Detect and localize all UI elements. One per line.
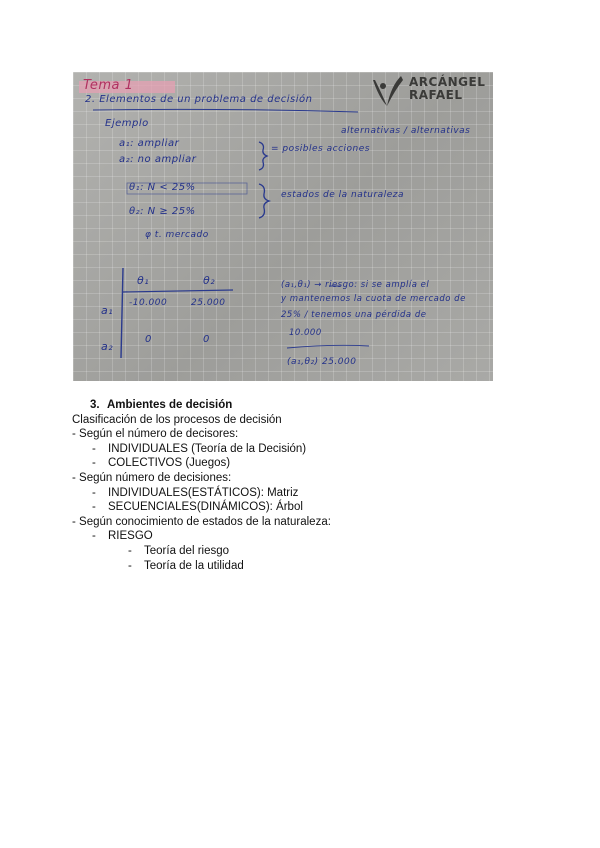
outline-line-text: - Según número de decisiones: (72, 471, 232, 484)
title-underline (93, 109, 358, 112)
hw-phi: φ t. mercado (145, 230, 209, 240)
hw-col-theta2: θ₂ (203, 274, 216, 287)
hw-note1: (a₁,θ₁) → riesgo: si se amplía el (281, 280, 430, 290)
outline-line-text: - Según conocimiento de estados de la naturaleza: (72, 515, 331, 528)
section-title: Ambientes de decisión (107, 399, 233, 411)
outline-line (72, 544, 572, 559)
list-dash: - (92, 486, 96, 499)
outline-line (72, 413, 572, 428)
outline-line-text: COLECTIVOS (Juegos) (108, 457, 231, 470)
section-number: 3. (90, 399, 100, 411)
outline-list (72, 413, 572, 574)
outline-line-text: SECUENCIALES(DINÁMICOS): Árbol (108, 501, 303, 514)
logo-line-2: RAFAEL (409, 88, 463, 102)
hw-v11: -10.000 (129, 298, 168, 308)
outline-line (72, 442, 572, 457)
hw-col-theta1: θ₁ (137, 274, 150, 287)
hw-brace1-label: = posibles acciones (271, 144, 370, 154)
table-vertical-line (121, 268, 123, 358)
section-text (72, 398, 572, 573)
hw-v12: 25.000 (191, 298, 226, 308)
outline-line (72, 529, 572, 544)
outline-line (72, 559, 572, 574)
table-horizontal-line (123, 290, 233, 292)
hw-a2: a₂: no ampliar (119, 154, 197, 165)
logo-leaf-right (387, 76, 403, 106)
list-dash: - (92, 457, 96, 470)
hw-brace2-label: estados de la naturaleza (281, 190, 404, 200)
outline-line (72, 500, 572, 515)
hw-alternativas: alternativas / alternativas (341, 126, 471, 136)
hw-v21: 0 (145, 334, 152, 345)
outline-line-text: Clasificación de los procesos de decisión (72, 413, 282, 426)
hw-ejemplo: Ejemplo (105, 118, 149, 129)
outline-line (72, 456, 572, 471)
note-underline (287, 345, 369, 348)
outline-line (72, 471, 572, 486)
brace-2 (259, 184, 269, 218)
hw-theta1: θ₁: N < 25% (129, 182, 196, 193)
brace-1 (259, 142, 267, 170)
list-dash: - (128, 559, 132, 572)
hw-theta2: θ₂: N ≥ 25% (129, 206, 196, 217)
outline-line-text: Teoría de la utilidad (144, 559, 244, 572)
arcangel-rafael-logo (369, 74, 491, 108)
hw-note2: y mantenemos la cuota de mercado de (281, 294, 466, 304)
hw-row-a2: a₂ (101, 340, 114, 353)
outline-line (72, 427, 572, 442)
hw-title: 2. Elementos de un problema de decisión (85, 94, 313, 105)
list-dash: - (92, 530, 96, 543)
logo-dot (380, 83, 386, 89)
hw-note4: 10.000 (289, 328, 322, 338)
list-dash: - (128, 544, 132, 557)
outline-line-text: RIESGO (108, 530, 153, 543)
outline-line (72, 486, 572, 501)
notebook-photo (73, 72, 493, 381)
hw-row-a1: a₁ (101, 304, 114, 317)
outline-line-text: Teoría del riesgo (144, 544, 230, 557)
logo-line-1: ARCÁNGEL (409, 75, 486, 89)
hw-note5: (a₁,θ₂) 25.000 (287, 357, 357, 367)
logo-mark-icon (369, 74, 405, 108)
outline-line (72, 515, 572, 530)
outline-line-text: INDIVIDUALES (Teoría de la Decisión) (108, 442, 307, 455)
outline-line-text: INDIVIDUALES(ESTÁTICOS): Matriz (108, 486, 299, 499)
hw-tema: Tema 1 (83, 78, 134, 93)
list-dash: - (92, 442, 96, 455)
hw-note3: 25% / tenemos una pérdida de (281, 310, 427, 320)
hw-v22: 0 (203, 334, 210, 345)
list-dash: - (92, 501, 96, 514)
hw-a1: a₁: ampliar (119, 138, 180, 149)
outline-line-text: - Según el número de decisores: (72, 428, 239, 441)
section-heading (72, 398, 572, 413)
logo-text (409, 76, 485, 102)
